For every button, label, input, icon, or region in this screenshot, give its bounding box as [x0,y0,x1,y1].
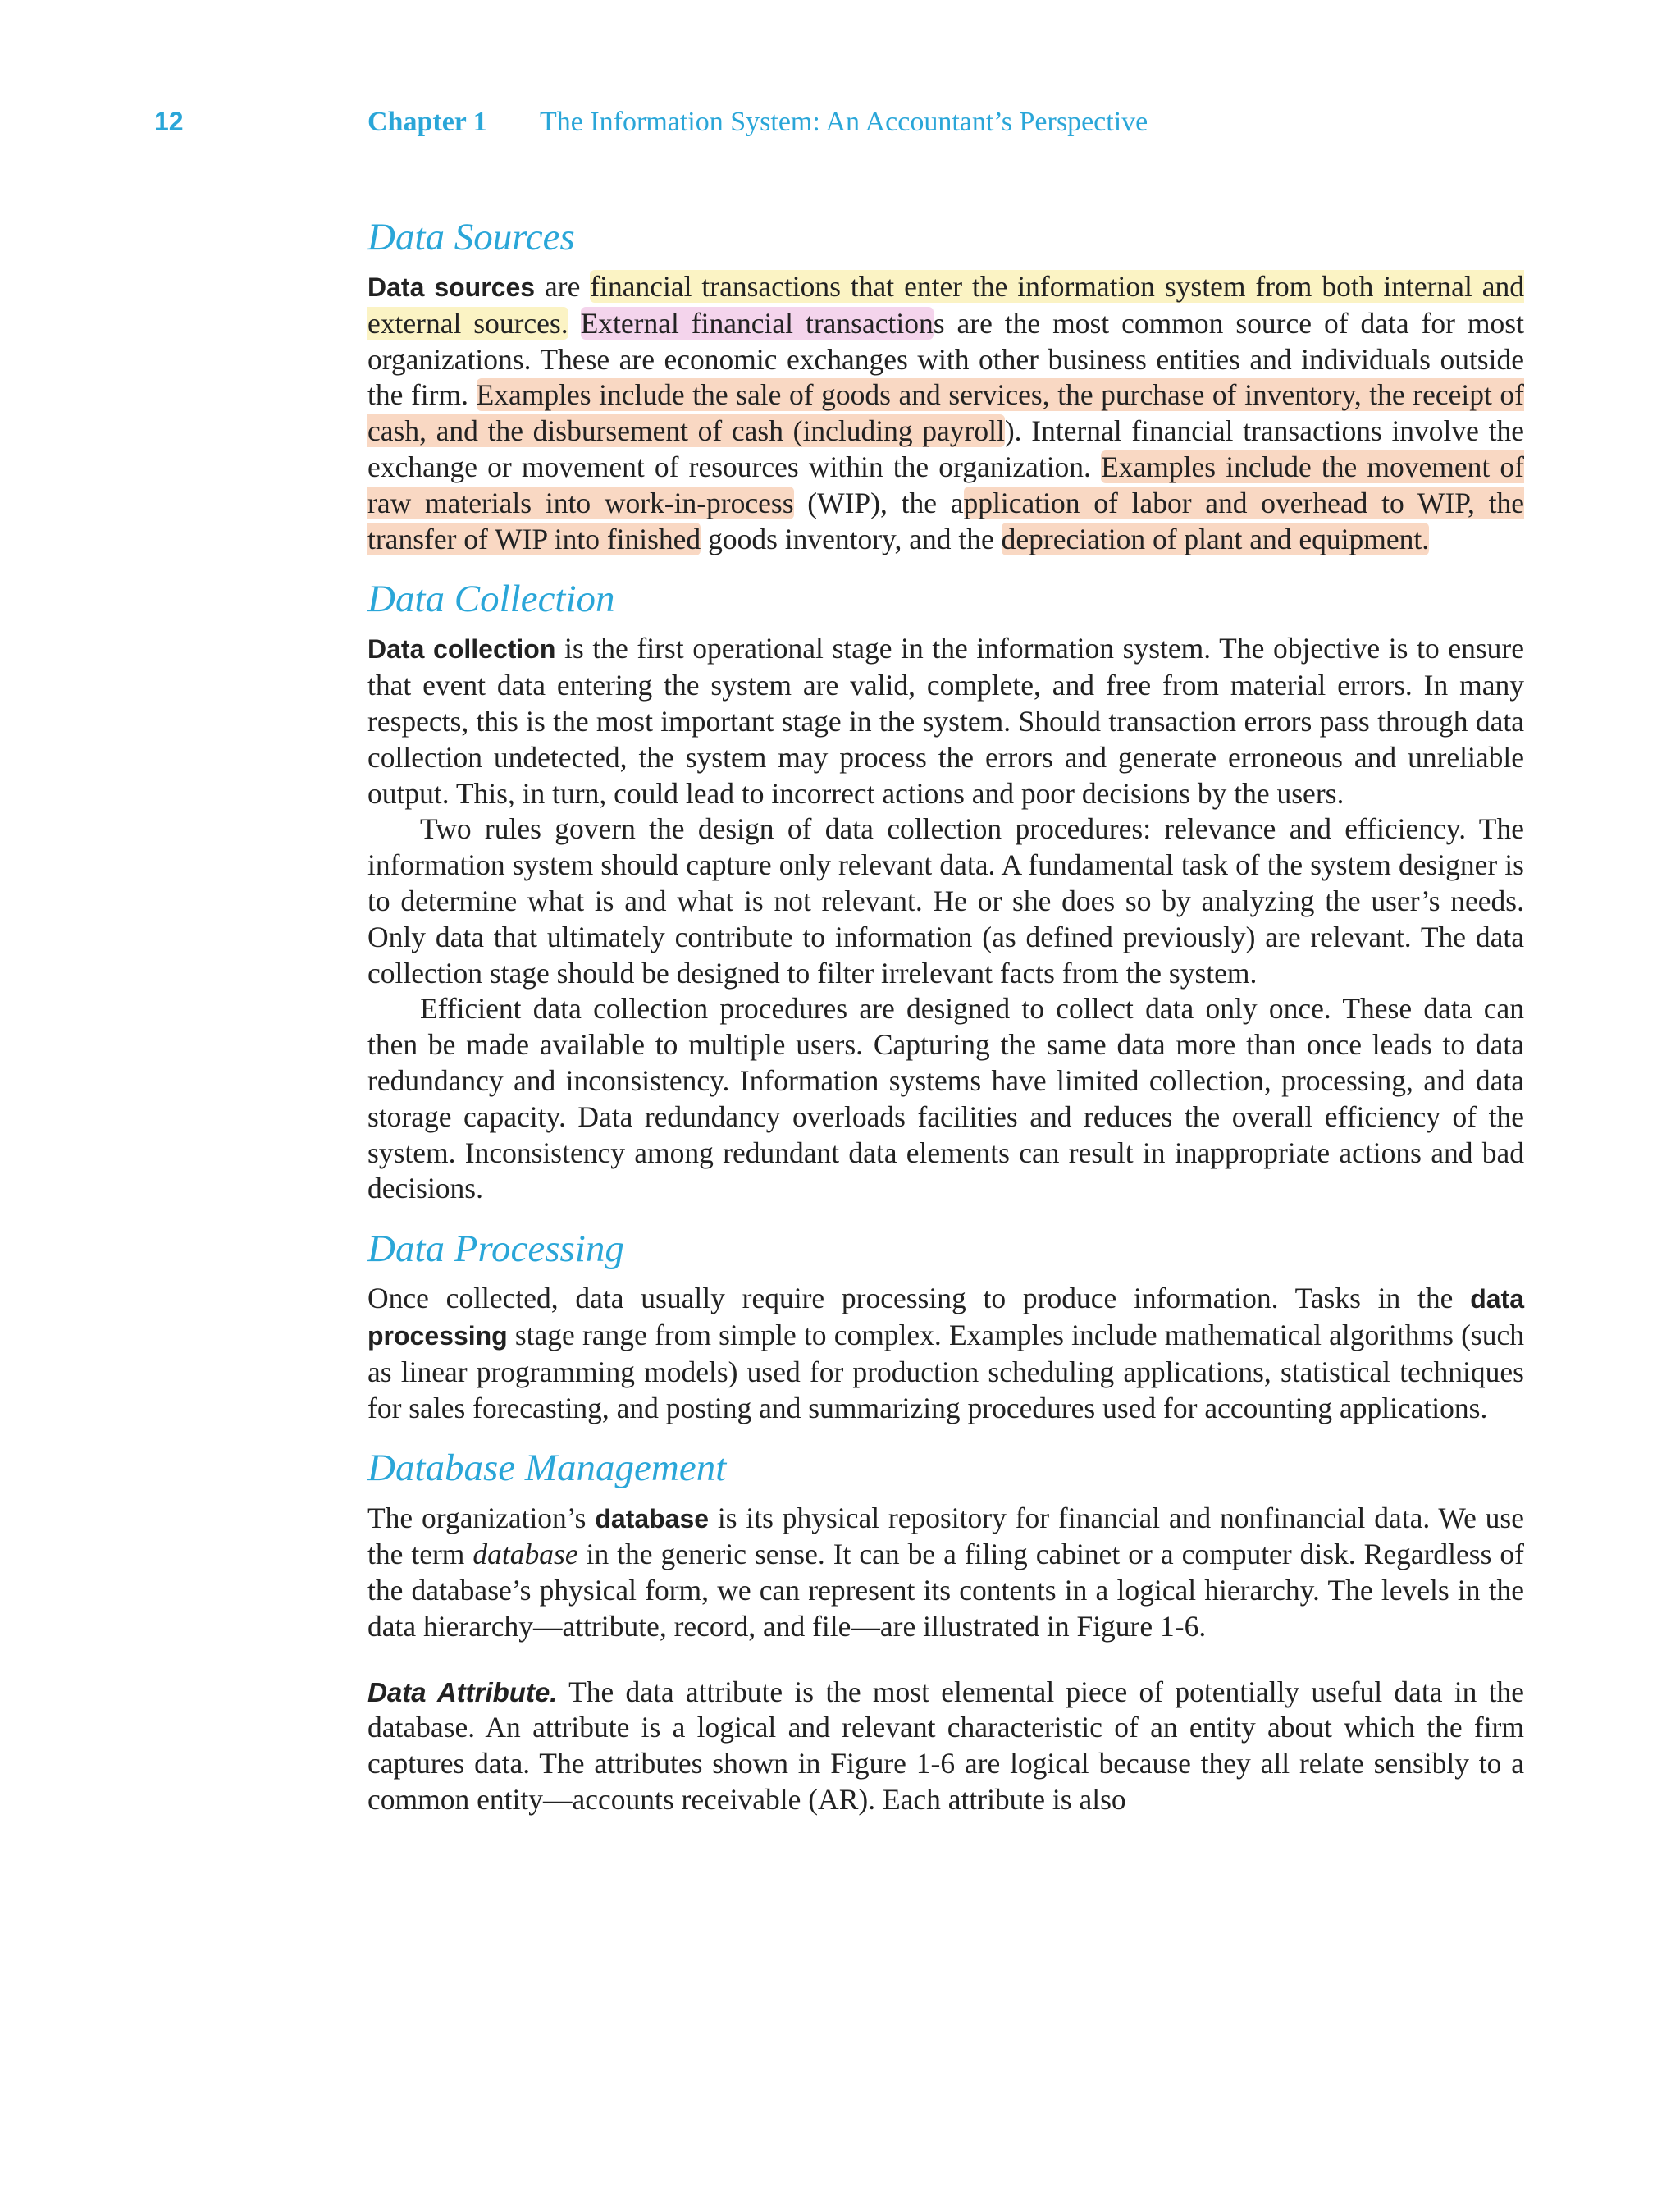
paragraph: Efficient data collection procedures are designed to collect data only once. These data can then be made available to multiple users. Capturing the same data more than once leads to data redundancy and inconsistency. Information systems have limited collection, processing, and data storage capacity. Data redundancy overloads facilities and reduces the overall efficiency of the system. Inconsistency among redundant data elements can result in inappropriate actions and bad decisions. [368,992,1524,1205]
section-data-collection [368,577,1524,1207]
text-run: are [535,270,591,304]
section-database-management [368,1446,1524,1817]
text-run: The organization’s [368,1501,596,1534]
text-run: s are the most common source of data for most organizations. These are economic exchanges with other business entities and individuals outside the firm. [368,306,1524,412]
paragraph [368,1281,1524,1426]
section-data-sources [368,215,1524,557]
text-run: (WIP), the a [793,486,964,519]
emphasis-term: database [472,1538,578,1571]
key-term: data processing [368,1284,1524,1351]
run-in-subheading: Data Attribute. [368,1676,558,1707]
text-run: is its physical repository for financial and nonfinancial data. We use the term [368,1501,1524,1571]
highlight-peach: Examples include the sale of goods and services, the purchase of inventory, the receipt of cash, and the disbursement of cash (including payroll [368,378,1524,448]
paragraph [368,1675,1524,1818]
section-heading: Data Processing [368,1227,624,1271]
text-run: The data attribute is the most elemental piece of potentially useful data in the database. An attribute is a logical and relevant characteristic of an entity about which the firm captures data. The attributes shown in Figure 1-6 are logical because they all relate sensibly to a common entity—accounts receivable (AR). Each attribute is also [368,1675,1524,1817]
paragraph-gap [368,1645,1524,1675]
key-term: Data collection [368,634,556,665]
running-head [0,107,1680,148]
chapter-title: The Information System: An Accountant’s Perspective [540,107,1148,137]
text-run: goods inventory, and the [701,522,1002,555]
text-run: is the first operational stage in the information system. The objective is to ensure that event data entering the system are valid, complete, and free from material errors. In many respects, this is the most important stage in the system. Should transaction errors pass through data collection undetected, the system may process the errors and generate erroneous and unreliable output. This, in turn, could lead to incorrect actions and poor decisions by the users. [368,632,1525,810]
section-heading: Data Collection [368,578,615,621]
chapter-label: Chapter 1 [368,107,487,137]
highlight-peach: Examples include the movement of raw materials into work-in-process [368,450,1524,519]
text-run: stage range from simple to complex. Examples include mathematical algorithms (such as linear programming models) used for production scheduling applications, statistical techniques for sales forecasting, and posting and summarizing procedures used for accounting applications. [368,1319,1524,1424]
text-run [568,307,581,340]
page-body [368,215,1524,1838]
key-term: Data sources [368,272,536,303]
text-run: Once collected, data usually require processing to produce information. Tasks in the [368,1282,1471,1315]
text-run: in the generic sense. It can be a filing cabinet or a computer disk. Regardless of the database’s physical form, we can represent its contents in a logical hierarchy. The levels in the data hierarchy—attribute, record, and file—are illustrated in Figure 1-6. [368,1538,1524,1643]
section-data-processing [368,1227,1524,1426]
section-heading: Database Management [368,1447,727,1490]
highlight-yellow: financial transactions that enter the information system from both internal and external sources. [368,270,1524,340]
highlight-pink: External financial transaction [580,306,934,340]
paragraph [368,1501,1524,1645]
paragraph [368,631,1524,811]
paragraph [368,269,1524,557]
key-term: database [595,1503,710,1534]
paragraph: Two rules govern the design of data collection procedures: relevance and efficiency. The information system should capture only relevant data. A fundamental task of the system designer is to determine what is and what is not relevant. He or she does so by analyzing the user’s needs. Only data that ultimately contribute to information (as defined previously) are relevant. The data collection stage should be designed to filter irrelevant facts from the system. [368,812,1524,990]
text-run: ). Internal financial transactions involve the exchange or movement of resources within the organization. [368,414,1524,484]
highlight-peach: pplication of labor and overhead to WIP, the transfer of WIP into finished [368,486,1525,555]
page-number: 12 [154,107,184,136]
highlight-peach: depreciation of plant and equipment. [1001,522,1430,555]
section-heading: Data Sources [368,216,575,258]
